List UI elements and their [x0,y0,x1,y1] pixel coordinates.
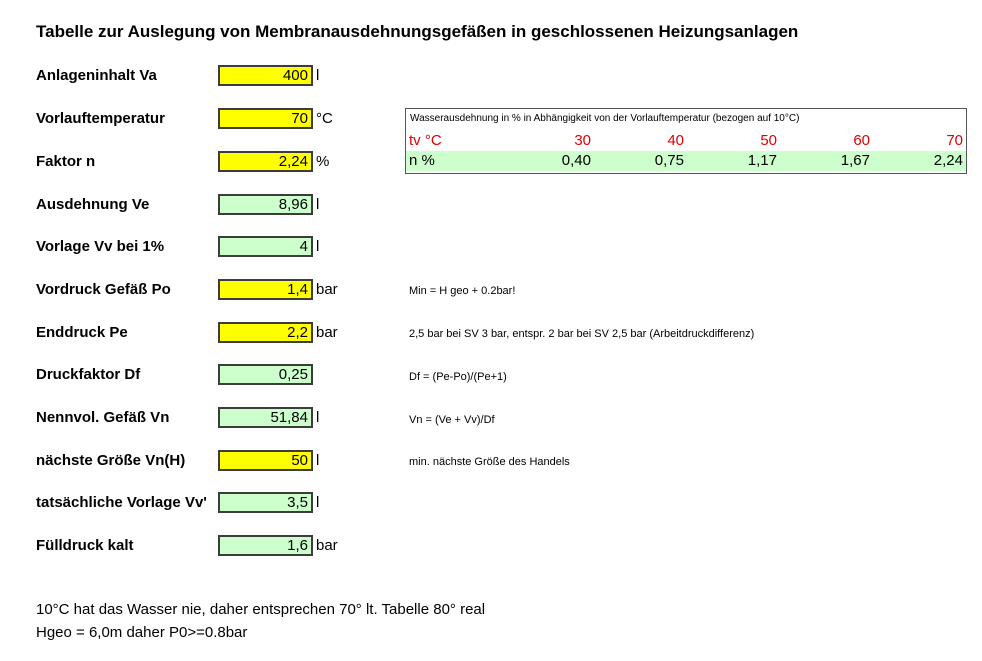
label-vordruck: Vordruck Gefäß Po [36,281,171,298]
input-enddruck[interactable]: 2,2 [218,322,313,343]
label-tatsaechliche-vorlage: tatsächliche Vorlage Vv' [36,494,207,511]
unit-faktor-n: % [316,153,330,170]
value-tatsaechliche-vorlage: 3,5 [218,492,313,513]
input-vorlauftemperatur[interactable]: 70 [218,108,313,129]
label-druckfaktor: Druckfaktor Df [36,366,141,383]
input-naechste-groesse[interactable]: 50 [218,450,313,471]
unit-fuelldruck: bar [316,537,338,554]
temp-cell: 30 [574,132,591,149]
label-enddruck: Enddruck Pe [36,324,128,341]
factor-cell: 0,40 [561,152,591,169]
input-anlageninhalt[interactable]: 400 [218,65,313,86]
footer-note-2: Hgeo = 6,0m daher P0>=0.8bar [36,624,248,641]
factor-row-label: n % [409,152,435,169]
temp-cell: 60 [853,132,870,149]
input-faktor-n[interactable]: 2,24 [218,151,313,172]
value-vorlage: 4 [218,236,313,257]
unit-ausdehnung: l [316,196,320,213]
unit-vordruck: bar [316,281,338,298]
factor-cell: 1,67 [840,152,870,169]
label-naechste-groesse: nächste Größe Vn(H) [36,452,186,469]
label-nennvolumen: Nennvol. Gefäß Vn [36,409,170,426]
unit-enddruck: bar [316,324,338,341]
factor-cell: 0,75 [654,152,684,169]
reference-table-caption: Wasserausdehnung in % in Abhängigkeit von der Vorlauftemperatur (bezogen auf 10°C) [410,113,800,124]
unit-vorlage: l [316,238,320,255]
note-enddruck: 2,5 bar bei SV 3 bar, entspr. 2 bar bei SV 2,5 bar (Arbeitdruckdifferenz) [409,328,755,340]
value-nennvolumen: 51,84 [218,407,313,428]
value-fuelldruck: 1,6 [218,535,313,556]
unit-nennvolumen: l [316,409,320,426]
note-vordruck: Min = H geo + 0.2bar! [409,285,516,297]
unit-naechste-groesse: l [316,452,320,469]
label-vorlage: Vorlage Vv bei 1% [36,238,165,255]
value-druckfaktor: 0,25 [218,364,313,385]
label-fuelldruck: Fülldruck kalt [36,537,134,554]
unit-tatsaechliche-vorlage: l [316,494,320,511]
unit-vorlauftemperatur: °C [316,110,333,127]
footer-note-1: 10°C hat das Wasser nie, daher entsprechen 70° lt. Tabelle 80° real [36,601,486,618]
factor-cell: 2,24 [933,152,963,169]
factor-row [406,151,966,171]
label-faktor-n: Faktor n [36,153,96,170]
temp-cell: 70 [946,132,963,149]
note-druckfaktor: Df = (Pe-Po)/(Pe+1) [409,371,507,383]
note-nennvolumen: Vn = (Ve + Vv)/Df [409,414,495,426]
unit-anlageninhalt: l [316,67,320,84]
label-vorlauftemperatur: Vorlauftemperatur [36,110,165,127]
temperature-row-label: tv °C [409,132,442,149]
note-naechste-groesse: min. nächste Größe des Handels [409,456,570,468]
expansion-reference-table [405,108,967,174]
label-ausdehnung: Ausdehnung Ve [36,196,150,213]
input-vordruck[interactable]: 1,4 [218,279,313,300]
label-anlageninhalt: Anlageninhalt Va [36,67,157,84]
page-title: Tabelle zur Auslegung von Membranausdehnungsgefäßen in geschlossenen Heizungsanlagen [36,22,799,41]
temp-cell: 50 [760,132,777,149]
factor-cell: 1,17 [747,152,777,169]
temperature-row [406,131,966,151]
temp-cell: 40 [667,132,684,149]
value-ausdehnung: 8,96 [218,194,313,215]
